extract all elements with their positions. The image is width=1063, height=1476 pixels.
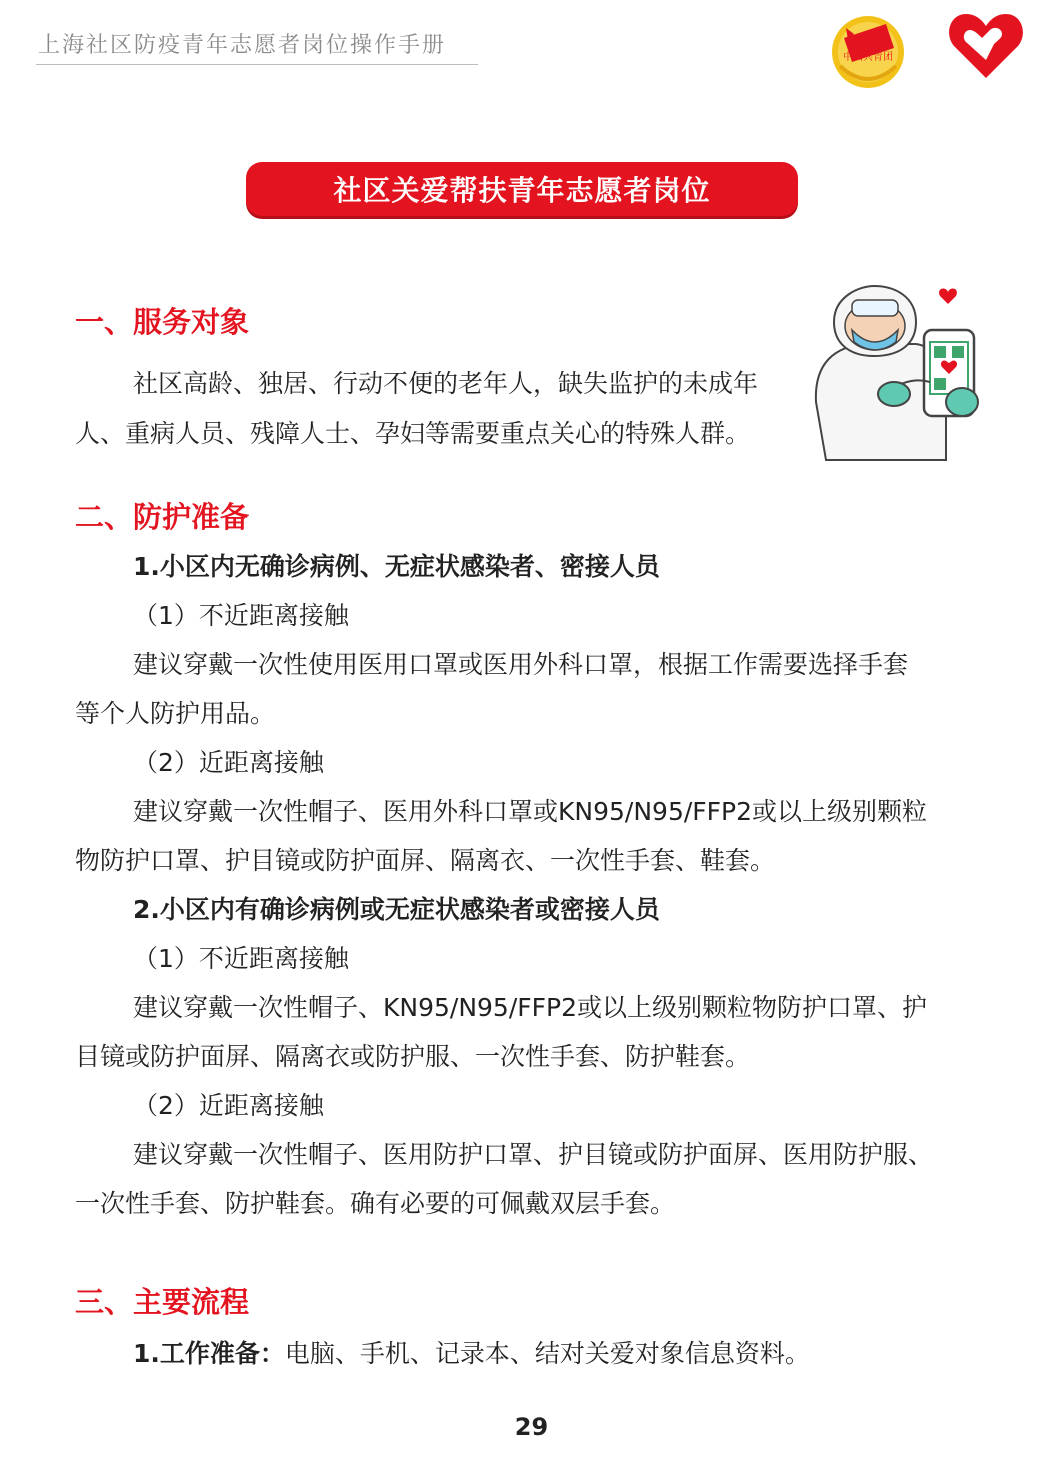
section1-heading: 一、服务对象 — [75, 305, 250, 339]
section2-heading: 二、防护准备 — [75, 500, 250, 534]
paragraph-line: 一次性手套、防护鞋套。确有必要的可佩戴双层手套。 — [75, 1189, 676, 1218]
youth-league-emblem-icon — [826, 8, 910, 92]
header-divider — [36, 64, 478, 65]
process-item-label: 1.工作准备： — [133, 1339, 285, 1368]
process-item-text: 电脑、手机、记录本、结对关爱对象信息资料。 — [284, 1339, 810, 1368]
document-running-title: 上海社区防疫青年志愿者岗位操作手册 — [38, 33, 447, 58]
paragraph-line: （1）不近距离接触 — [133, 601, 349, 630]
paragraph-line: 等个人防护用品。 — [75, 699, 276, 728]
section3-heading: 三、主要流程 — [75, 1285, 250, 1319]
paragraph-line: （2）近距离接触 — [133, 1091, 324, 1120]
svg-text:中国共青团: 中国共青团 — [843, 52, 893, 63]
paragraph-line: （1）不近距离接触 — [133, 944, 349, 973]
process-item — [133, 1334, 810, 1370]
paragraph-line: 社区高龄、独居、行动不便的老年人，缺失监护的未成年 — [133, 369, 759, 398]
subheading-line: 2.小区内有确诊病例或无症状感染者或密接人员 — [133, 895, 660, 924]
volunteer-health-code-illustration — [806, 282, 988, 462]
paragraph-line: 建议穿戴一次性帽子、KN95/N95/FFP2或以上级别颗粒物防护口罩、护 — [133, 993, 928, 1022]
paragraph-line: 建议穿戴一次性帽子、医用外科口罩或KN95/N95/FFP2或以上级别颗粒 — [133, 797, 928, 826]
paragraph-line: （2）近距离接触 — [133, 748, 324, 777]
paragraph-line: 建议穿戴一次性使用医用口罩或医用外科口罩，根据工作需要选择手套 — [133, 650, 909, 679]
paragraph-line: 物防护口罩、护目镜或防护面屏、隔离衣、一次性手套、鞋套。 — [75, 846, 776, 875]
volunteer-heart-hand-icon — [944, 6, 1028, 84]
paragraph-line: 人、重病人员、残障人士、孕妇等需要重点关心的特殊人群。 — [75, 419, 751, 448]
page-number: 29 — [514, 1413, 549, 1441]
subheading-line: 1.小区内无确诊病例、无症状感染者、密接人员 — [133, 552, 660, 581]
paragraph-line: 目镜或防护面屏、隔离衣或防护服、一次性手套、防护鞋套。 — [75, 1042, 751, 1071]
paragraph-line: 建议穿戴一次性帽子、医用防护口罩、护目镜或防护面屏、医用防护服、 — [133, 1140, 934, 1169]
section-title-banner: 社区关爱帮扶青年志愿者岗位 — [246, 162, 798, 216]
